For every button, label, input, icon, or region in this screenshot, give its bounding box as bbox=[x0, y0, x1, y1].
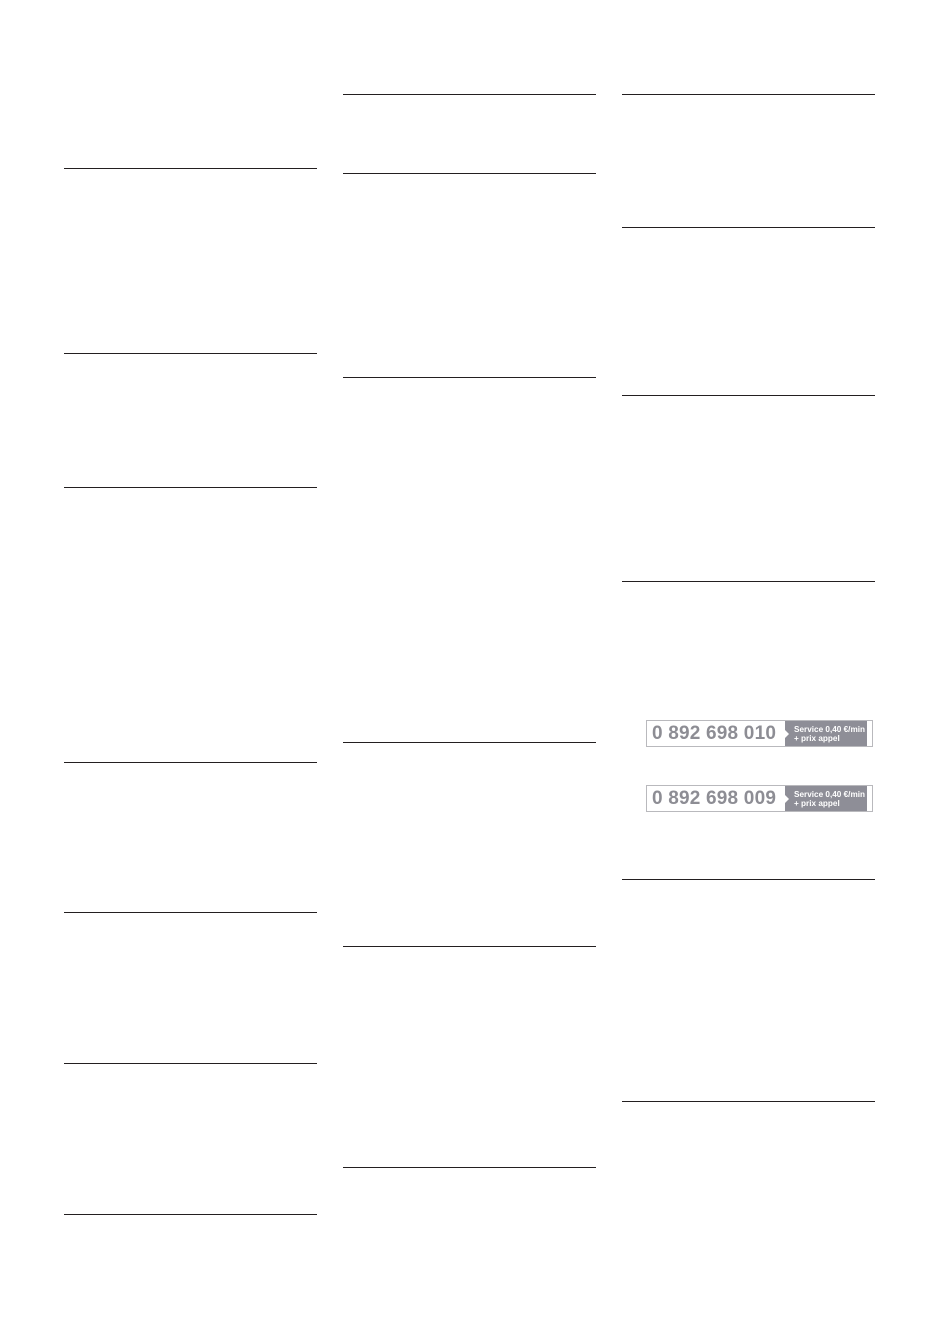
section-divider bbox=[622, 94, 875, 95]
section-divider bbox=[64, 912, 317, 913]
section-divider bbox=[622, 395, 875, 396]
section-divider bbox=[343, 94, 596, 95]
section-divider bbox=[64, 487, 317, 488]
section-divider bbox=[343, 946, 596, 947]
section-divider bbox=[343, 1167, 596, 1168]
section-divider bbox=[64, 1214, 317, 1215]
section-divider bbox=[622, 227, 875, 228]
pricing-tag-line2: + prix appel bbox=[794, 799, 840, 808]
phone-number: 0 892 698 009 bbox=[652, 787, 777, 809]
pricing-tag-line1: Service 0,40 €/min bbox=[794, 790, 866, 799]
section-divider bbox=[343, 742, 596, 743]
section-divider bbox=[64, 762, 317, 763]
section-divider bbox=[343, 377, 596, 378]
pricing-tag bbox=[785, 721, 867, 746]
section-divider bbox=[622, 581, 875, 582]
pricing-tag-line1: Service 0,40 €/min bbox=[794, 725, 866, 734]
section-divider bbox=[622, 1101, 875, 1102]
phone-banner bbox=[646, 785, 873, 812]
section-divider bbox=[343, 173, 596, 174]
pricing-tag-line2: + prix appel bbox=[794, 734, 840, 743]
section-divider bbox=[64, 1063, 317, 1064]
phone-number: 0 892 698 010 bbox=[652, 722, 777, 744]
section-divider bbox=[64, 168, 317, 169]
phone-banner bbox=[646, 720, 873, 747]
pricing-tag bbox=[785, 786, 867, 811]
section-divider bbox=[64, 353, 317, 354]
section-divider bbox=[622, 879, 875, 880]
